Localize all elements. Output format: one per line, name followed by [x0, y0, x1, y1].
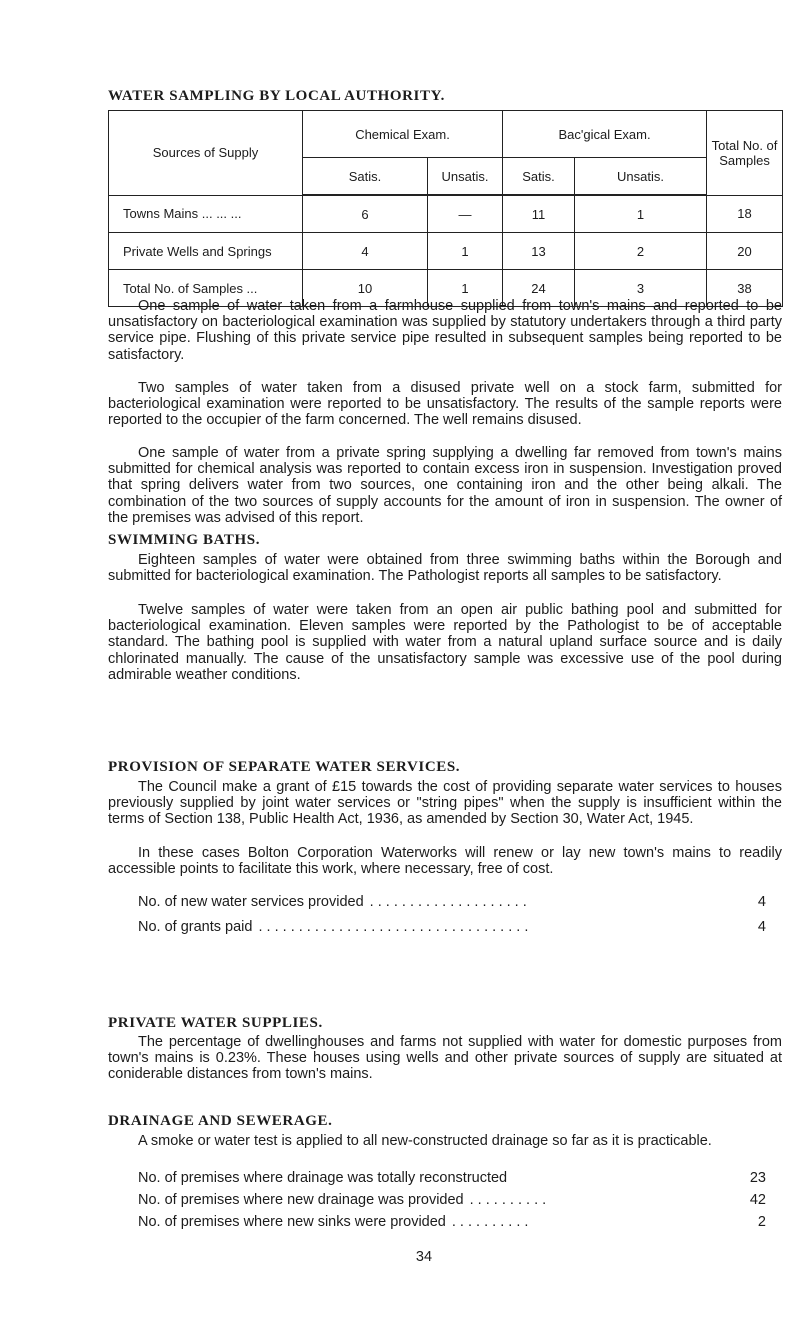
stat-leader: . . . . . . . . . . . . . . . . . . . . . . . . . . . . . . . . . .: [258, 919, 529, 935]
provision-heading: PROVISION OF SEPARATE WATER SERVICES.: [108, 759, 461, 775]
header-chemical: Chemical Exam.: [303, 111, 503, 158]
cell-total: 20: [707, 233, 783, 270]
cell-bac-unsatis: 2: [575, 233, 707, 270]
cell-chem-satis: 4: [303, 233, 428, 270]
stat-new-sinks: [138, 1214, 766, 1230]
stat-leader: [513, 1170, 744, 1186]
paragraph-private-supplies: The percentage of dwellinghouses and farms not supplied with water for domestic purposes from town's mains is 0.23%. These houses using wells and other private sources of supply are situated at coniderable distances from town's mains.: [108, 1034, 782, 1083]
cell-chem-satis: 6: [303, 195, 428, 233]
paragraph-disused-well: Two samples of water taken from a disused private well on a stock farm, submitted for bacteriological examination were reported to be unsatisfactory. The results of the sample reports were reported to the occupier of the farm concerned. The well remains disused.: [108, 380, 782, 429]
cell-bac-unsatis: 3: [575, 270, 707, 307]
stat-label: No. of premises where drainage was totally reconstructed: [138, 1170, 508, 1186]
paragraph-waterworks: In these cases Bolton Corporation Waterworks will renew or lay new town's mains to readily accessible points to facilitate this work, where necessary, free of cost.: [108, 845, 782, 878]
row-source: Towns Mains ... ... ...: [109, 195, 303, 233]
paragraph-swimming-baths: Eighteen samples of water were obtained from three swimming baths within the Borough and submitted for bacteriological examination. The Pathologist reports all samples to be satisfactory.: [108, 552, 782, 585]
stat-label: No. of premises where new sinks were provided: [138, 1214, 446, 1230]
table-row: [109, 195, 783, 233]
header-bacteriological: Bac'gical Exam.: [503, 111, 707, 158]
stat-new-drainage: [138, 1192, 766, 1208]
stat-leader: . . . . . . . . . . . . . . . . . . . .: [369, 894, 527, 910]
cell-bac-satis: 24: [503, 270, 575, 307]
paragraph-grant: The Council make a grant of £15 towards the cost of providing separate water services to houses previously supplied by joint water services or "string pipes" when the supply is insufficient within the terms of Section 138, Public Health Act, 1936, as amended by Section 30, Water Act, 1945.: [108, 779, 782, 828]
row-source: Total No. of Samples ...: [109, 270, 303, 307]
table-row: [109, 233, 783, 270]
cell-chem-satis: 10: [303, 270, 428, 307]
stat-label: No. of grants paid: [138, 919, 253, 935]
header-chem-unsatis: Unsatis.: [428, 158, 503, 196]
stat-label: No. of new water services provided: [138, 894, 364, 910]
header-sources: Sources of Supply: [109, 111, 303, 196]
stat-value: 4: [757, 919, 766, 935]
paragraph-private-spring: One sample of water from a private spring supplying a dwelling far removed from town's mains submitted for chemical analysis was reported to contain excess iron in suspension. Investigation proved that spring delivers water from two sources, one containing iron and the other being alkali. The combination of the two sources of supply accounts for the amount of iron in suspension. The owner of the premises was advised of this report.: [108, 445, 782, 526]
cell-bac-satis: 11: [503, 195, 575, 233]
paragraph-drainage-test: A smoke or water test is applied to all new-constructed drainage so far as it is practicable.: [138, 1133, 712, 1149]
stat-new-water-services: [138, 894, 766, 910]
stat-value: 4: [757, 894, 766, 910]
row-source: Private Wells and Springs: [109, 233, 303, 270]
swimming-baths-heading: SWIMMING BATHS.: [108, 532, 261, 548]
water-sampling-table: [108, 110, 783, 307]
stat-drainage-reconstructed: [138, 1170, 766, 1186]
stat-leader: . . . . . . . . . .: [469, 1192, 547, 1208]
private-supplies-heading: PRIVATE WATER SUPPLIES.: [108, 1015, 323, 1031]
paragraph-farmhouse-sample: One sample of water taken from a farmhouse supplied from town's mains and reported to be unsatisfactory on bacteriological examination was supplied by statutory undertakers through a third party service pipe. Flushing of this private service pipe resulted in subsequent samples being reported to be satisfactory.: [108, 298, 782, 363]
drainage-heading: DRAINAGE AND SEWERAGE.: [108, 1113, 333, 1129]
stat-grants-paid: [138, 919, 766, 935]
page-number: 34: [415, 1249, 433, 1265]
cell-chem-unsatis: 1: [428, 270, 503, 307]
stat-label: No. of premises where new drainage was provided: [138, 1192, 464, 1208]
stat-value: 2: [757, 1214, 766, 1230]
stat-leader: . . . . . . . . . .: [451, 1214, 529, 1230]
header-chem-satis: Satis.: [303, 158, 428, 196]
cell-chem-unsatis: —: [428, 195, 503, 233]
header-bac-unsatis: Unsatis.: [575, 158, 707, 196]
main-heading: WATER SAMPLING BY LOCAL AUTHORITY.: [108, 88, 445, 104]
cell-total: 18: [707, 195, 783, 233]
paragraph-bathing-pool: Twelve samples of water were taken from an open air public bathing pool and submitted for bacteriological examination. Eleven samples were reported by the Pathologist to be of acceptable standard. The bathing pool is supplied with water from a natural upland surface source and is daily chlorinated manually. The cause of the unsatisfactory sample was excessive use of the pool during admirable weather conditions.: [108, 602, 782, 683]
header-total: Total No. of Samples: [707, 111, 783, 196]
stat-value: 23: [749, 1170, 766, 1186]
cell-total: 38: [707, 270, 783, 307]
cell-bac-unsatis: 1: [575, 195, 707, 233]
cell-chem-unsatis: 1: [428, 233, 503, 270]
cell-bac-satis: 13: [503, 233, 575, 270]
header-bac-satis: Satis.: [503, 158, 575, 196]
stat-value: 42: [749, 1192, 766, 1208]
